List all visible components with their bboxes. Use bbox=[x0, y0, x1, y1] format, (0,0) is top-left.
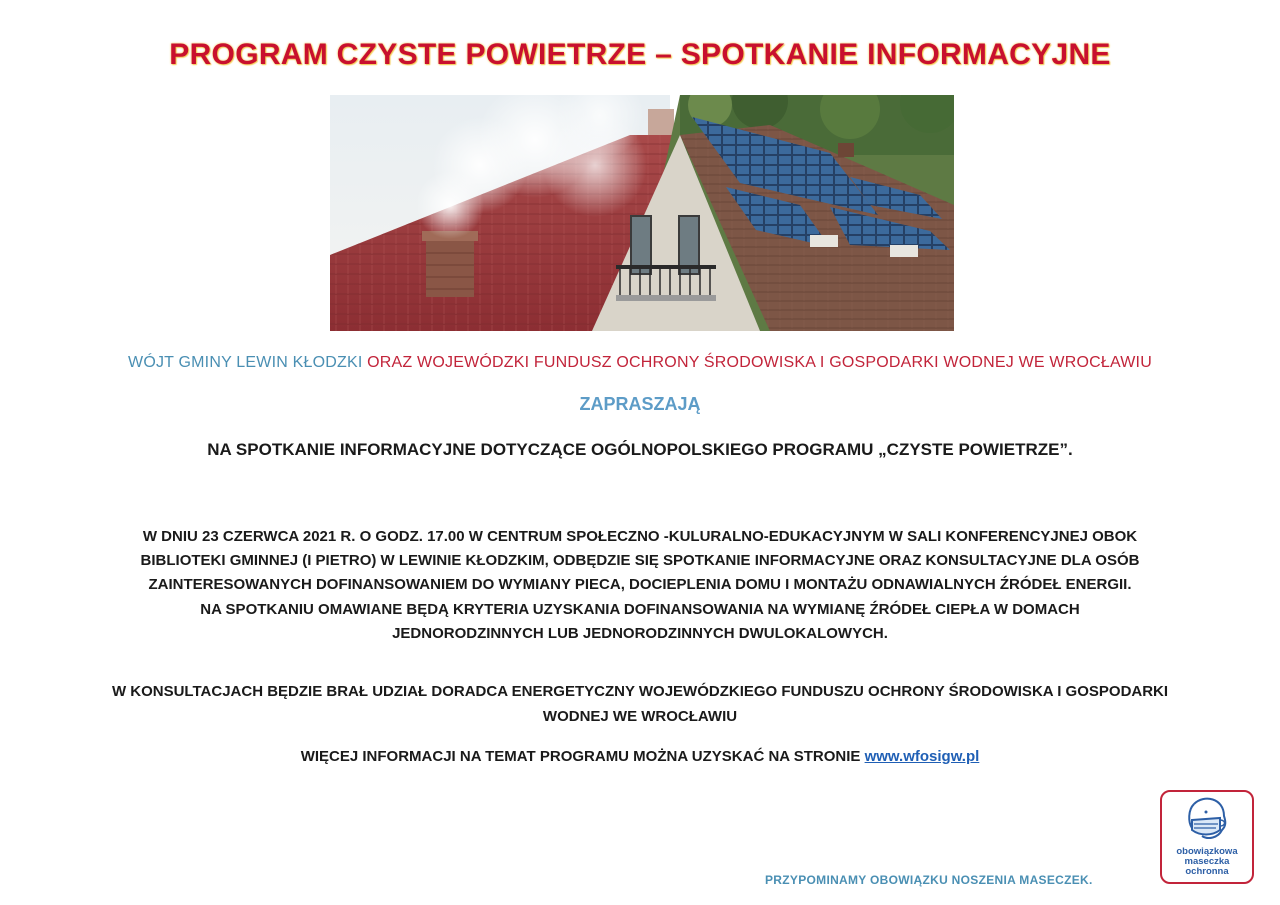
details-line: JEDNORODZINNYCH LUB JEDNORODZINNYCH DWULOKALOWYCH. bbox=[392, 624, 888, 642]
details-line: NA SPOTKANIU OMAWIANE BĘDĄ KRYTERIA UZYSKANIA DOFINANSOWANIA NA WYMIANĘ ŹRÓDEŁ CIEPŁA W DOMACH bbox=[200, 600, 1080, 618]
badge-text bbox=[1162, 847, 1252, 877]
more-info bbox=[0, 748, 1280, 765]
details-line: W DNIU 23 CZERWCA 2021 R. O GODZ. 17.00 W CENTRUM SPOŁECZNO -KULURALNO-EDUKACYJNYM W SALI KONFERENCYJNEJ OBOK bbox=[142, 528, 1138, 545]
website-link[interactable]: www.wfosigw.pl bbox=[864, 748, 980, 765]
consultation-line: W KONSULTACJACH BĘDZIE BRAŁ UDZIAŁ DORADCA ENERGETYCZNY WOJEWÓDZKIEGO FUNDUSZU OCHRONY ŚRODOWISKA I GOSPODARKI bbox=[111, 683, 1169, 700]
consultation-line: WODNEJ WE WROCŁAWIU bbox=[542, 707, 738, 725]
page-title: PROGRAM CZYSTE POWIETRZE – SPOTKANIE INFORMACYJNE bbox=[169, 38, 1111, 71]
organizer-text: WÓJT GMINY LEWIN KŁODZKI bbox=[128, 354, 363, 371]
badge-line: maseczka bbox=[1184, 856, 1230, 867]
invite-verb: ZAPRASZAJĄ bbox=[579, 394, 701, 414]
mask-badge bbox=[1160, 790, 1254, 884]
more-info-text: WIĘCEJ INFORMACJI NA TEMAT PROGRAMU MOŻNA UZYSKAĆ NA STRONIE bbox=[300, 748, 861, 765]
organizers-line bbox=[0, 354, 1280, 372]
details-line: ZAINTERESOWANYCH DOFINANSOWANIEM DO WYMIANY PIECA, DOCIEPLENIA DOMU I MONTAŻU ODNAWIALNYCH ŹRÓDEŁ ENERGII. bbox=[148, 576, 1132, 594]
meeting-details bbox=[30, 525, 1250, 646]
face-mask-icon bbox=[1182, 796, 1232, 846]
hero-image bbox=[330, 95, 954, 331]
meeting-subtitle: NA SPOTKANIE INFORMACYJNE DOTYCZĄCE OGÓLNOPOLSKIEGO PROGRAMU „CZYSTE POWIETRZE”. bbox=[207, 440, 1073, 459]
badge-line: obowiązkowa bbox=[1176, 846, 1238, 857]
badge-line: ochronna bbox=[1185, 866, 1229, 877]
mask-reminder: PRZYPOMINAMY OBOWIĄZKU NOSZENIA MASECZEK. bbox=[765, 873, 1093, 887]
consultation-info bbox=[20, 680, 1260, 729]
details-line: BIBLIOTEKI GMINNEJ (I PIETRO) W LEWINIE KŁODZKIM, ODBĘDZIE SIĘ SPOTKANIE INFORMACYJNE ORAZ KONSULTACYJNE DLA OSÓB bbox=[140, 552, 1140, 570]
partner-text: ORAZ WOJEWÓDZKI FUNDUSZ OCHRONY ŚRODOWISKA I GOSPODARKI WODNEJ WE WROCŁAWIU bbox=[367, 354, 1152, 371]
